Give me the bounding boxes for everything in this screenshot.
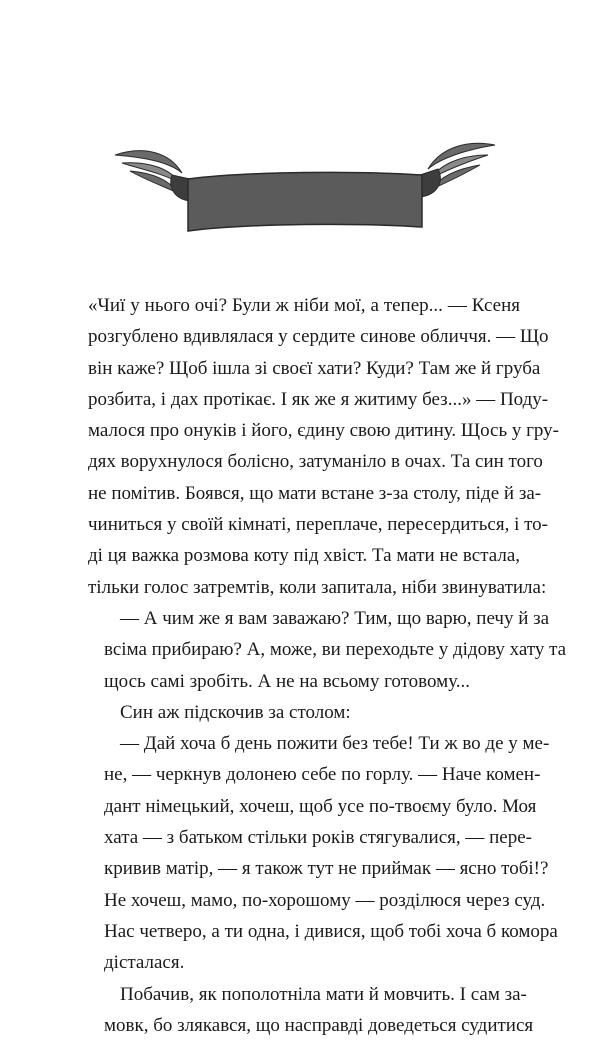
text-line: малося про онуків і його, єдину свою дитину. Щось у гру- [88,420,560,442]
text-line: — А чим же я вам заважаю? Тим, що варю, печу й за [120,607,550,629]
text-line: він каже? Щоб ішла зі своєї хати? Куди? Там же й груба [88,357,541,379]
text-line: «Чиї у нього очі? Були ж ніби мої, а тепер... — Ксеня [88,295,520,316]
text-line: всіма прибираю? А, може, ви переходьте у дідову хату та [104,639,567,661]
paragraph [88,697,520,728]
text-line: кривив матір, — я також тут не приймак — ясно тобі!? [104,858,549,880]
paragraph [88,728,558,978]
text-line: мовк, бо злякався, що насправді доведеться судитися [104,1014,534,1036]
text-line: дант німецький, хочеш, щоб усе по-твоєму було. Моя [104,795,537,817]
text-line: розгублено вдивлялася у сердите синове обличчя. — Що [88,326,549,348]
paragraph [88,603,567,697]
body-text [88,290,567,1041]
text-line: Нас четверо, а ти одна, і дивися, щоб тобі хоча б комора [104,920,558,942]
text-line: не, — черкнув долонею себе по горлу. — Наче комен- [104,764,541,786]
text-line: дісталася. [104,952,185,974]
text-line: дях ворухнулося болісно, затуманіло в очах. Та син того [88,451,543,473]
text-line: ді ця важка розмова коту під хвіст. Та мати не встала, [88,545,520,567]
text-line: Побачив, як пополотніла мати й мовчить. І сам за- [120,983,527,1005]
text-line: — Дай хоча б день пожити без тебе! Ти ж во де у ме- [120,733,550,755]
text-line: Не хочеш, мамо, по-хорошому — розділюся через суд. [104,889,546,911]
text-line: Син аж підскочив за столом: [120,701,351,723]
text-line: щось самі зробіть. А не на всьому готовому... [104,670,471,692]
text-line: не помітив. Боявся, що мати встане з-за столу, піде й за- [88,482,542,504]
text-line: чиниться у своїй кімнаті, переплаче, пересердиться, і то- [88,514,548,536]
paragraph [88,290,560,603]
paragraph [88,979,534,1041]
ribbon-banner-ornament [110,135,500,245]
text-line: розбита, і дах протікає. І як же я житиму без...» — Поду- [88,388,549,410]
text-line: хата — з батьком стільки років стягувалися, — пере- [104,827,532,849]
text-line: тільки голос затремтів, коли запитала, ніби звинуватила: [88,576,547,598]
